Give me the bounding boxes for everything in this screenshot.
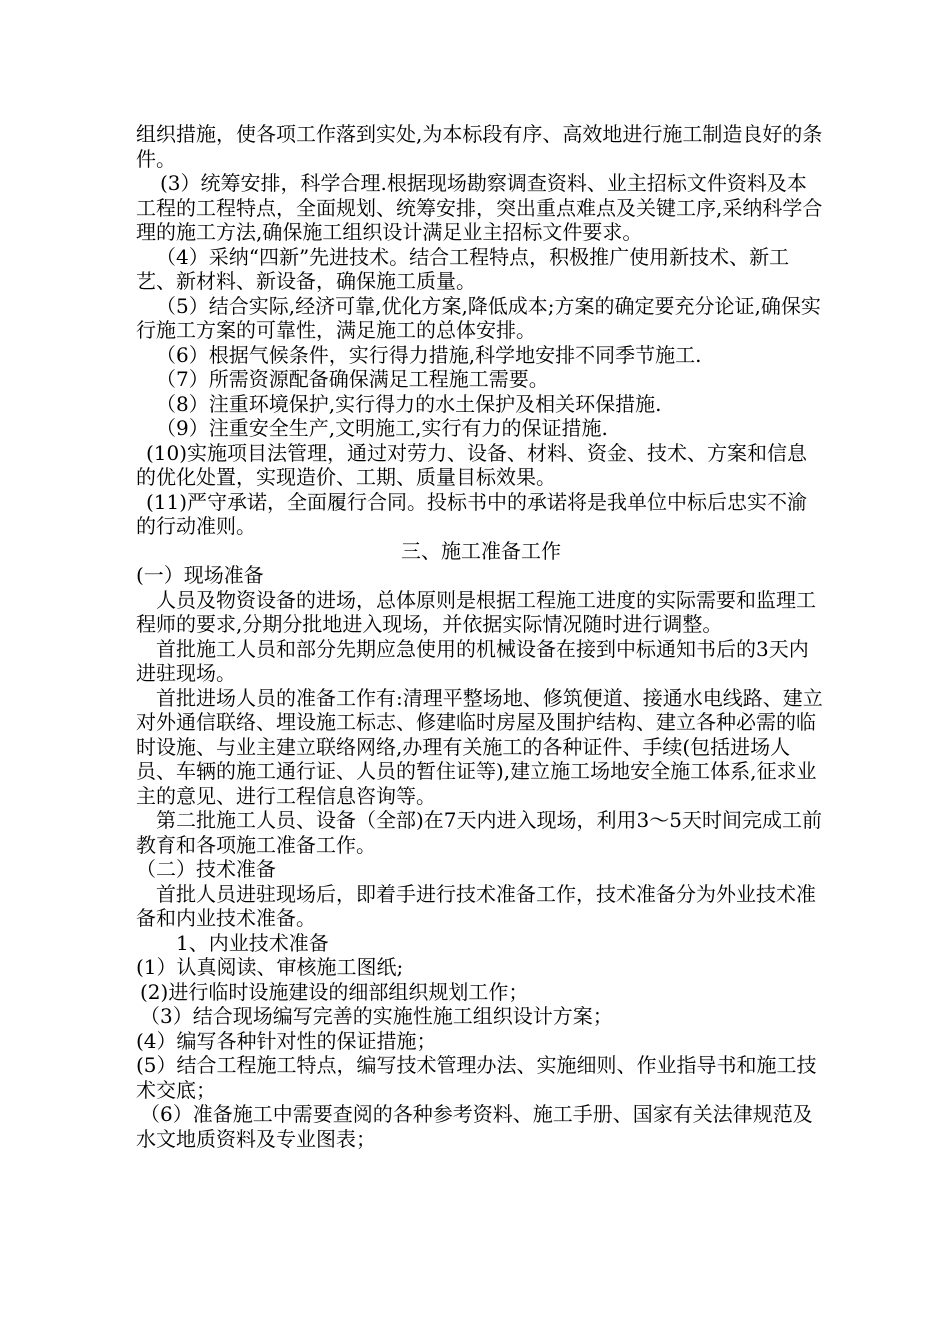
paragraph: （9）注重安全生产,文明施工,实行有力的保证措施. (156, 416, 608, 440)
paragraph: （8）注重环境保护,实行得力的水土保护及相关环保措施. (156, 391, 662, 416)
list-item: (2)进行临时设施建设的细部组织规划工作； (140, 979, 529, 1004)
paragraph: 组织措施，使各项工作落到实处,为本标段有序、高效地进行施工制造良好的条件。 (136, 122, 823, 171)
list-item: (5）结合工程施工特点，编写技术管理办法、实施细则、作业指导书和施工技术交底； (136, 1053, 817, 1102)
paragraph: （5）结合实际,经济可靠,优化方案,降低成本;方案的确定要充分论证,确保实行施工方案的可靠性，满足施工的总体安排。 (136, 293, 821, 342)
list-item: (4）编写各种针对性的保证措施； (136, 1028, 437, 1053)
document-page (136, 122, 826, 1151)
list-item: (1）认真阅读、审核施工图纸; (136, 955, 404, 979)
paragraph: （7）所需资源配备确保满足工程施工需要。 (156, 367, 549, 391)
list-item: （6）准备施工中需要查阅的各种参考资料、施工手册、国家有关法律规范及水文地质资料及专业图表； (136, 1102, 813, 1151)
list-heading: 1、内业技术准备 (176, 930, 329, 955)
paragraph: （4）采纳“四新”先进技术。结合工程特点，积极推广使用新技术、新工艺、新材料、新设备，确保施工质量。 (136, 244, 790, 293)
list-item: （3）结合现场编写完善的实施性施工组织设计方案； (140, 1004, 613, 1028)
paragraph: (10)实施项目法管理，通过对劳力、设备、材料、资金、技术、方案和信息的优化处置，实现造价、工期、质量目标效果。 (136, 440, 808, 489)
paragraph: 人员及物资设备的进场，总体原则是根据工程施工进度的实际需要和监理工程师的要求,分期分批地进入现场，并依据实际情况随时进行调整。 (136, 587, 816, 636)
paragraph: 首批人员进驻现场后，即着手进行技术准备工作，技术准备分为外业技术准备和内业技术准备。 (136, 881, 816, 930)
subsection-heading: (一）现场准备 (136, 563, 264, 587)
subsection-heading: （二）技术准备 (136, 857, 276, 881)
paragraph: (11)严守承诺，全面履行合同。投标书中的承诺将是我单位中标后忠实不渝的行动准则。 (136, 489, 808, 538)
paragraph: 首批施工人员和部分先期应急使用的机械设备在接到中标通知书后的3天内进驻现场。 (136, 636, 809, 685)
paragraph: (3）统筹安排，科学合理.根据现场勘察调查资料、业主招标文件资料及本工程的工程特点，全面规划、统筹安排，突出重点难点及关键工序,采纳科学合理的施工方法,确保施工组织设计满足业主招标文件要求。 (136, 171, 823, 244)
paragraph: （6）根据气候条件，实行得力措施,科学地安排不同季节施工. (156, 342, 702, 367)
paragraph: 首批进场人员的准备工作有:清理平整场地、修筑便道、接通水电线路、建立对外通信联络、埋设施工标志、修建临时房屋及围护结构、建立各种必需的临时设施、与业主建立联络网络,办理有关施工的各种证件、手续(包括进场人员、车辆的施工通行证、人员的暂住证等),建立施工场地安全施工体系,征求业主的意见、进行工程信息咨询等。 (136, 685, 823, 808)
section-heading: 三、施工准备工作 (401, 538, 561, 563)
paragraph: 第二批施工人员、设备（全部)在7天内进入现场，利用3～5天时间完成工前教育和各项施工准备工作。 (136, 808, 822, 857)
